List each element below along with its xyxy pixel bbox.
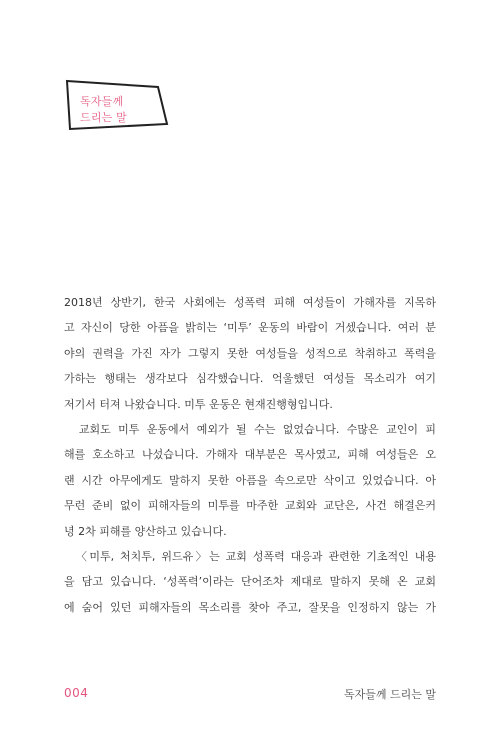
text-line: 을 담고 있습니다. ‘성폭력’이라는 단어조차 제대로 말하지 못해 온 교회 xyxy=(64,575,436,589)
text-line: 랜 시간 아무에게도 말하지 못한 아픔을 속으로만 삭이고 있었습니다. 아 xyxy=(64,473,436,487)
text-line: 해를 호소하고 나섰습니다. 가해자 대부분은 목사였고, 피해 여성들은 오 xyxy=(64,448,436,462)
text-line: 저기서 터져 나왔습니다. 미투 운동은 현재진행형입니다. xyxy=(64,397,333,411)
page-number: 004 xyxy=(64,686,89,700)
body-text xyxy=(64,290,436,620)
text-line: 가하는 행태는 생각보다 심각했습니다. 억울했던 여성들 목소리가 여기 xyxy=(64,372,436,386)
heading-line-2: 드리는 말 xyxy=(80,111,128,124)
text-line: 녕 2차 피해를 양산하고 있습니다. xyxy=(64,524,227,538)
paragraph-3 xyxy=(64,544,436,620)
text-line: 에 숨어 있던 피해자들의 목소리를 찾아 주고, 잘못을 인정하지 않는 가 xyxy=(64,600,436,614)
running-title: 독자들께 드리는 말 xyxy=(343,688,436,701)
text-line: 무런 준비 없이 피해자들의 미투를 마주한 교회와 교단은, 사건 해결은커 xyxy=(64,499,436,513)
paragraph-2 xyxy=(64,417,436,544)
heading-line-1: 독자들께 xyxy=(80,95,124,108)
text-line: 2018년 상반기, 한국 사회에는 성폭력 피해 여성들이 가해자를 지목하 xyxy=(64,296,436,309)
text-line: 고 자신이 당한 아픔을 밝히는 ‘미투’ 운동의 바람이 거셌습니다. 여러 분 xyxy=(64,321,436,335)
section-heading-box xyxy=(66,80,168,130)
text-line: 〈미투, 처치투, 위드유〉는 교회 성폭력 대응과 관련한 기초적인 내용 xyxy=(64,550,436,564)
paragraph-1 xyxy=(64,290,436,417)
section-heading xyxy=(80,94,127,126)
text-line: 교회도 미투 운동에서 예외가 될 수는 없었습니다. 수많은 교인이 피 xyxy=(64,423,436,437)
text-line: 야의 권력을 가진 자가 그렇지 못한 여성들을 성적으로 착취하고 폭력을 xyxy=(64,346,436,360)
